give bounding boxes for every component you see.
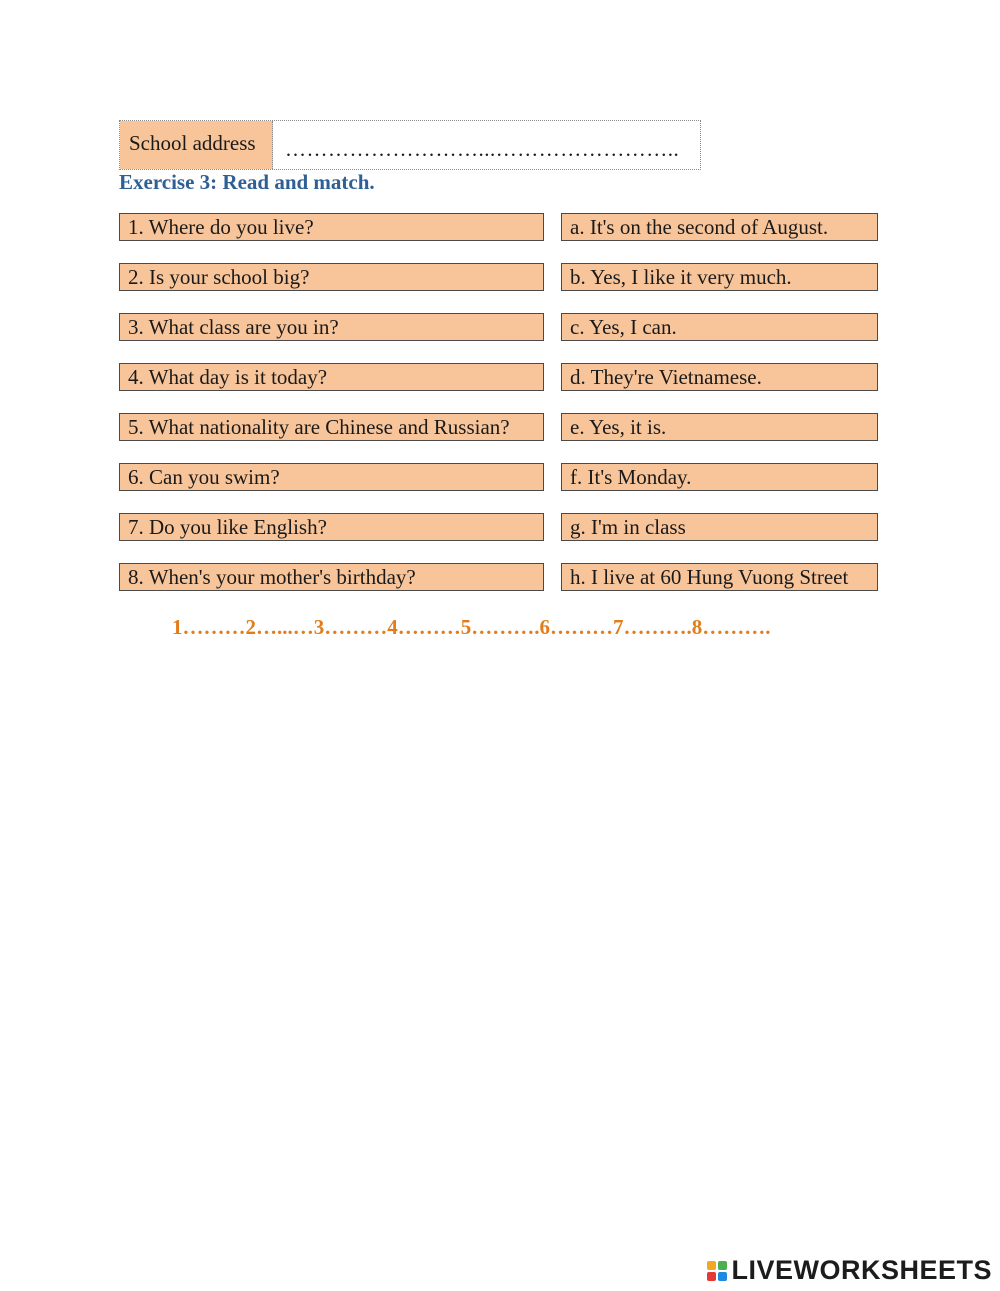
question-item: 6. Can you swim? <box>119 463 544 491</box>
liveworksheets-branding[interactable] <box>707 1255 992 1286</box>
answer-item: g. I'm in class <box>561 513 878 541</box>
answer-item: a. It's on the second of August. <box>561 213 878 241</box>
question-item: 3. What class are you in? <box>119 313 544 341</box>
answer-item: f. It's Monday. <box>561 463 878 491</box>
question-item: 2. Is your school big? <box>119 263 544 291</box>
answer-item: b. Yes, I like it very much. <box>561 263 878 291</box>
answer-item: e. Yes, it is. <box>561 413 878 441</box>
answer-item: c. Yes, I can. <box>561 313 878 341</box>
school-address-label: School address <box>120 121 273 169</box>
question-item: 5. What nationality are Chinese and Russian? <box>119 413 544 441</box>
school-address-table <box>119 120 701 170</box>
exercise-title: Exercise 3: Read and match. <box>119 170 375 194</box>
answer-item: d. They're Vietnamese. <box>561 363 878 391</box>
school-address-field[interactable]: ………………………...…………………….. <box>285 137 680 161</box>
question-item: 7. Do you like English? <box>119 513 544 541</box>
answer-item: h. I live at 60 Hung Vuong Street <box>561 563 878 591</box>
question-item: 4. What day is it today? <box>119 363 544 391</box>
liveworksheets-wordmark: LIVEWORKSHEETS <box>731 1255 992 1285</box>
question-item: 8. When's your mother's birthday? <box>119 563 544 591</box>
answer-fill-line[interactable]: 1………2…...…3………4………5……….6………7……….8………. <box>172 615 771 639</box>
question-item: 1. Where do you live? <box>119 213 544 241</box>
liveworksheets-logo-icon <box>707 1261 727 1281</box>
